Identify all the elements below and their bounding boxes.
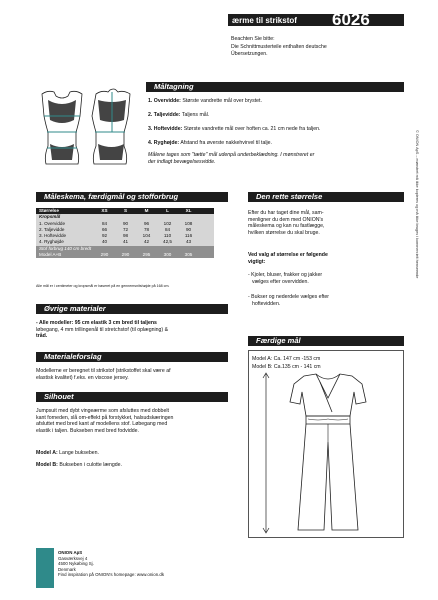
right-size-bullet: - Kjoler, bluser, frakker og jakker vælges efter overvidden. <box>248 272 323 285</box>
body-measure-subheading: Kropsmål <box>36 214 214 220</box>
measurements-footnote: Målene tages som "tætte" mål udenpå underbeklædning. I mønstreret er <box>148 152 315 158</box>
silhouette-model: Model B: Bukseben i culotte længde. <box>36 462 122 468</box>
fabric-suggestion-heading: Materialeforslag <box>36 352 228 362</box>
silhouette-text: Jumpsuit med dybt vingeærme som afsluttes med dobbelt kant forneden, slå om-effekt på forstykket, halsudskæringen afsluttet med bred kant af modellens stof. Løbegang med elastik i taljen. Bukseben med bred fodvidde. <box>36 408 174 434</box>
body-figures-illustration <box>36 86 144 182</box>
other-materials-text: - Alle modeller: 95 cm elastik 3 cm bred til taljens løbegang, 4 mm trillingenål til stretchstof (til oplægning) & tråd. <box>36 320 169 340</box>
silhouette-heading: Silhouet <box>36 392 228 402</box>
size-col: M <box>144 208 149 213</box>
table-row: 2. Taljevidde 66 72 78 84 90 <box>36 227 214 233</box>
measurement-item: 3. Hoftevidde: Største vandrette mål over hoften ca. 21 cm nede fra taljen. <box>148 126 321 132</box>
size-table-heading: Måleskema, færdigmål og stofforbrug <box>36 192 228 202</box>
size-col: L <box>166 208 169 213</box>
finished-measurement: Model B: Ca.135 cm - 141 cm <box>252 364 321 370</box>
fabric-suggestion-text: Modellerne er beregnet til strikstof (strikstoffet skal være af elastisk kvalitet) f.eks. en viscose jersey. <box>36 368 171 381</box>
size-table <box>36 208 214 258</box>
right-size-important: Ved valg af størrelse er følgende vigtigt: <box>248 252 328 265</box>
silhouette-model: Model A: Lange bukseben. <box>36 450 99 456</box>
table-row: 4. Ryghøjde 40 41 42 42,5 43 <box>36 239 214 245</box>
measurement-item: 1. Overvidde: Største vandrette mål over brystet. <box>148 98 262 104</box>
finished-measurements-heading: Færdige mål <box>248 336 404 346</box>
size-col: XL <box>185 208 192 213</box>
table-row: 3. Hoftevidde 92 98 104 110 116 <box>36 233 214 239</box>
front-torso-figure <box>42 91 82 164</box>
measurements-heading: Måltagning <box>146 82 404 92</box>
jumpsuit-flat-sketch <box>258 372 398 536</box>
copyright-side-text: © ONION ApS – mønstret må ikke kopieres og må ikke bruges i kommercielt henseende <box>415 130 419 279</box>
back-torso-figure <box>92 89 130 164</box>
size-table-footnote: Alle mål er i centimeter og kropsmål er baseret på en gennemsnitshøjde på 168 cm. <box>36 284 170 288</box>
pattern-number: 6026 <box>332 10 370 29</box>
size-label: Størrelse <box>39 208 59 213</box>
header-note-title: Beachten Sie bitte: <box>231 36 275 42</box>
fabric-usage-row: Model A+B 290 290 295 300 305 <box>36 252 214 258</box>
right-size-bullet: - Bukser og nederdele vælges efter hoftevidden. <box>248 294 330 307</box>
size-col: S <box>123 208 128 213</box>
header-note-line: Übersetzungen. <box>231 51 268 57</box>
header-note-line: Die Schnittmusterteile enthalten deutsche <box>231 44 327 50</box>
measurements-footnote: der indlagt bevægelsesvidde. <box>148 159 216 165</box>
finished-measurement: Model A: Ca. 147 cm -153 cm <box>252 356 321 362</box>
right-size-intro: Efter du har taget dine mål, sam- menligner du dem med ONION's måleskema og kan nu fastlægge, hvilken størrelse du skal bruge. <box>248 210 325 236</box>
fabric-usage-subheading: Stof forbrug 140 cm bredt <box>36 246 214 252</box>
footer-color-block <box>36 548 54 588</box>
right-size-heading: Den rette størrelse <box>248 192 404 202</box>
other-materials-heading: Øvrige materialer <box>36 304 228 314</box>
footer-address: ONION ApS Gasværksvej 4 4500 Nykøbing Sj. Denmark Find inspiration på ONION's homepage: www.onion.dk <box>58 550 165 578</box>
product-title: ærme til strikstof <box>232 16 297 25</box>
size-col: XS <box>101 208 108 213</box>
table-row: 1. Overvidde 84 90 96 102 108 <box>36 221 214 227</box>
measurement-item: 4. Ryghøjde: Afstand fra øverste nakkehvirvel til talje. <box>148 140 272 146</box>
measurement-item: 2. Taljevidde: Taljens mål. <box>148 112 210 118</box>
